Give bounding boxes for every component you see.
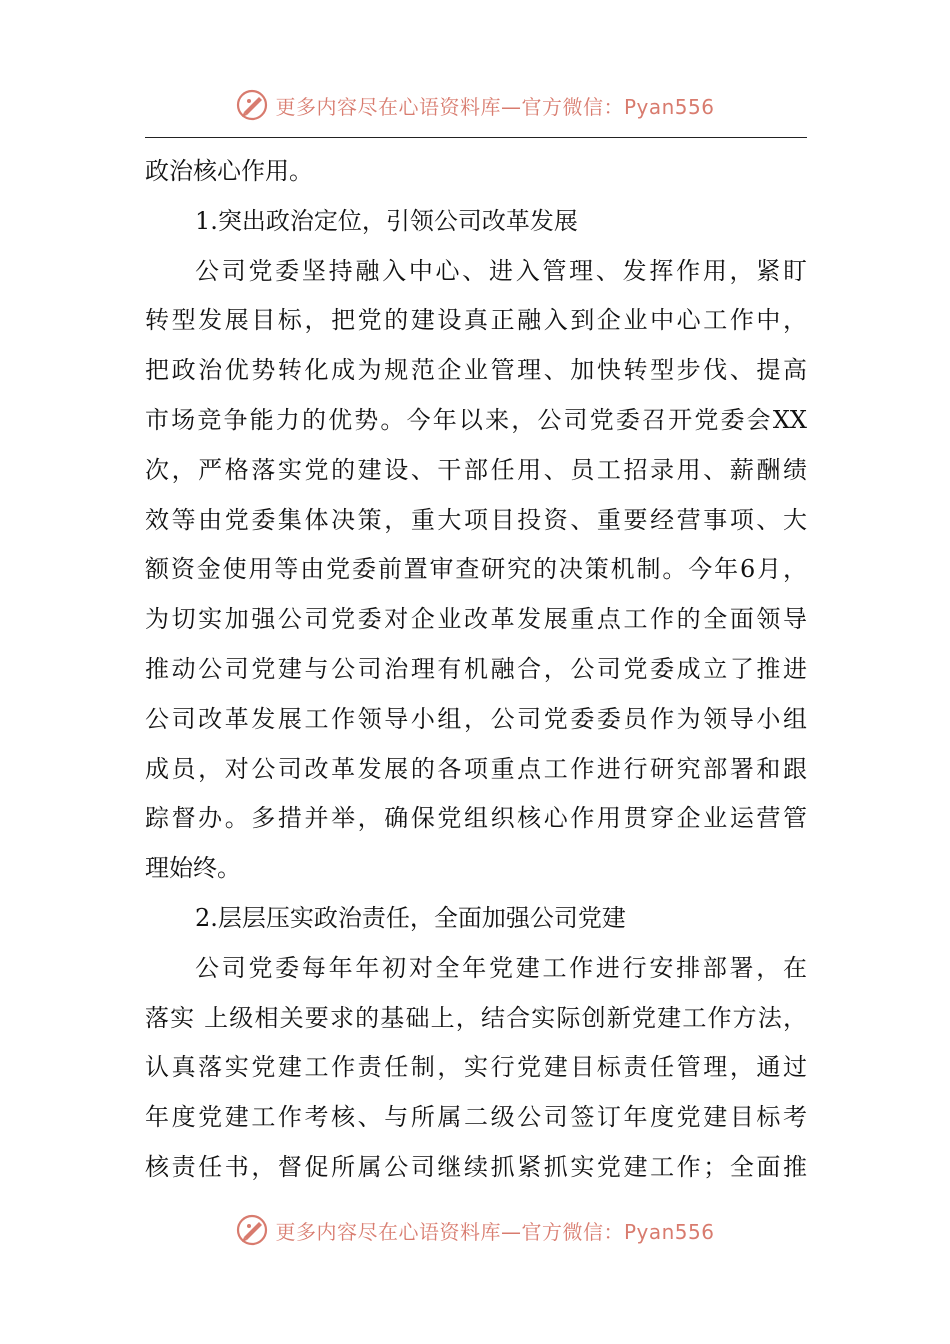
body-line: 次，严格落实党的建设、干部任用、员工招录用、薪酬绩	[145, 455, 807, 484]
footer-watermark-text: 更多内容尽在心语资料库—官方微信：Pyan556	[275, 1219, 715, 1244]
body-line: 年度党建工作考核、与所属二级公司签订年度党建目标考	[145, 1103, 807, 1132]
body-line: 额资金使用等由党委前置审查研究的决策机制。今年6月，	[145, 555, 807, 584]
footer-watermark	[0, 1210, 950, 1250]
document-body	[145, 147, 807, 1193]
header-divider	[145, 137, 807, 138]
section-heading: 2.层层压实政治责任，全面加强公司党建	[195, 903, 626, 932]
body-line: 效等由党委集体决策，重大项目投资、重要经营事项、大	[145, 505, 807, 534]
section-heading: 1.突出政治定位，引领公司改革发展	[195, 206, 578, 235]
body-line: 成员，对公司改革发展的各项重点工作进行研究部署和跟	[145, 754, 807, 783]
body-line: 公司改革发展工作领导小组，公司党委委员作为领导小组	[145, 704, 807, 733]
body-line: 把政治优势转化成为规范企业管理、加快转型步伐、提高	[145, 356, 807, 385]
body-line: 理始终。	[145, 854, 241, 883]
body-line: 政治核心作用。	[145, 157, 313, 185]
body-line: 公司党委坚持融入中心、进入管理、发挥作用，紧盯	[195, 256, 807, 285]
body-line: 为切实加强公司党委对企业改革发展重点工作的全面领导	[145, 605, 807, 634]
body-line: 核责任书，督促所属公司继续抓紧抓实党建工作；全面推	[145, 1152, 807, 1181]
body-line: 推动公司党建与公司治理有机融合，公司党委成立了推进	[145, 654, 807, 683]
body-line: 落实 上级相关要求的基础上，结合实际创新党建工作方法，	[145, 1003, 807, 1032]
header-watermark-text: 更多内容尽在心语资料库—官方微信：Pyan556	[275, 94, 715, 119]
body-line: 认真落实党建工作责任制，实行党建目标责任管理，通过	[145, 1053, 807, 1082]
body-line: 转型发展目标，把党的建设真正融入到企业中心工作中，	[145, 306, 807, 335]
body-line: 市场竞争能力的优势。今年以来，公司党委召开党委会XX	[145, 405, 807, 434]
pen-seal-logo-icon	[235, 88, 269, 122]
pen-seal-logo-icon	[235, 1213, 269, 1247]
body-line: 踪督办。多措并举，确保党组织核心作用贯穿企业运营管	[145, 804, 807, 833]
header-watermark	[0, 85, 950, 125]
body-line: 公司党委每年年初对全年党建工作进行安排部署，在	[195, 953, 807, 982]
